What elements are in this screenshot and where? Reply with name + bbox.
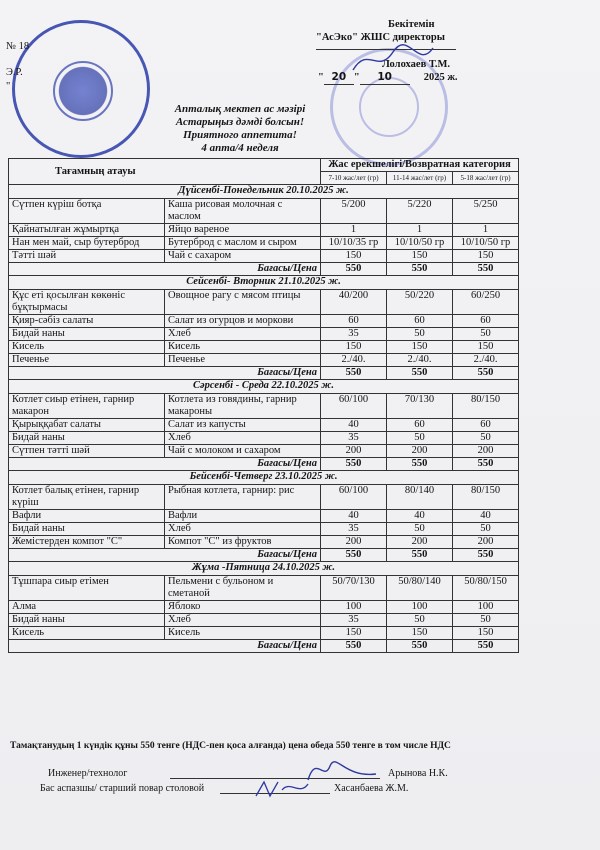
dish-name-kz: Бидай наны [9, 328, 165, 341]
portion-value: 1 [453, 224, 519, 237]
day-title: Сәрсенбі - Среда 22.10.2025 ж. [9, 380, 519, 394]
portion-value: 80/140 [387, 485, 453, 510]
dish-name-ru: Овощное рагу с мясом птицы [165, 290, 321, 315]
director-signature [348, 40, 438, 80]
director-name: Лолохаев Т.М. [382, 59, 450, 70]
weekly-menu-table [8, 158, 519, 653]
portion-value: 50 [453, 614, 519, 627]
portion-value: 2./40. [387, 354, 453, 367]
dish-name-ru: Чай с сахаром [165, 250, 321, 263]
portion-value: 60 [453, 419, 519, 432]
dish-name-kz: Сүтпен тәтті шәй [9, 445, 165, 458]
portion-value: 200 [453, 536, 519, 549]
portion-value: 100 [321, 601, 387, 614]
dish-name-kz: Тәтті шәй [9, 250, 165, 263]
age-group-header: 7-10 жас/лет (гр) [321, 172, 387, 185]
portion-value: 50 [453, 328, 519, 341]
company-director: "АсЭко" ЖШС директоры [316, 32, 445, 43]
portion-value: 200 [387, 536, 453, 549]
price-label: Бағасы/Цена [9, 263, 321, 276]
portion-value: 10/10/50 гр [387, 237, 453, 250]
dish-name-ru: Котлета из говядины, гарнир макароны [165, 394, 321, 419]
dish-name-ru: Кисель [165, 627, 321, 640]
price-row [9, 549, 519, 562]
day-row [9, 276, 519, 290]
portion-value: 40 [321, 419, 387, 432]
dish-name-ru: Печенье [165, 354, 321, 367]
technologist-label: Инженер/технолог [48, 768, 128, 779]
dish-row [9, 315, 519, 328]
day-row [9, 380, 519, 394]
age-group-header: 11-14 жас/лет (гр) [387, 172, 453, 185]
price-row [9, 640, 519, 653]
dish-row [9, 419, 519, 432]
greeting-line4: 4 апта/4 неделя [201, 142, 279, 154]
dish-row [9, 432, 519, 445]
portion-value: 150 [387, 341, 453, 354]
price-label: Бағасы/Цена [9, 640, 321, 653]
dish-row [9, 576, 519, 601]
price-row [9, 367, 519, 380]
cook-label: Бас аспазшы/ старший повар столовой [40, 783, 205, 794]
day-row [9, 471, 519, 485]
portion-value: 1 [321, 224, 387, 237]
dish-name-ru: Яйцо вареное [165, 224, 321, 237]
portion-value: 35 [321, 523, 387, 536]
portion-value: 150 [387, 627, 453, 640]
dish-name-kz: Қырыққабат салаты [9, 419, 165, 432]
price-value: 550 [387, 549, 453, 562]
day-title: Сейсенбі- Вторник 21.10.2025 ж. [9, 276, 519, 290]
header-dish-name: Тағамның атауы [9, 159, 321, 185]
dish-name-kz: Кисель [9, 627, 165, 640]
dish-row [9, 199, 519, 224]
dish-name-kz: Құс еті қосылған көкөніс бұқтырмасы [9, 290, 165, 315]
price-value: 550 [387, 640, 453, 653]
price-value: 550 [387, 458, 453, 471]
portion-value: 10/10/50 гр [453, 237, 519, 250]
portion-value: 60/100 [321, 394, 387, 419]
portion-value: 60 [453, 315, 519, 328]
dish-name-kz: Нан мен май, сыр бутерброд [9, 237, 165, 250]
cook-name: Хасанбаева Ж.М. [334, 783, 409, 794]
price-label: Бағасы/Цена [9, 458, 321, 471]
portion-value: 5/250 [453, 199, 519, 224]
portion-value: 50 [453, 523, 519, 536]
header-left-line1: № 18 [6, 41, 30, 52]
dish-name-ru: Хлеб [165, 614, 321, 627]
dish-row [9, 341, 519, 354]
portion-value: 10/10/35 гр [321, 237, 387, 250]
dish-name-kz: Алма [9, 601, 165, 614]
dish-name-kz: Бидай наны [9, 523, 165, 536]
portion-value: 50 [387, 328, 453, 341]
portion-value: 60/250 [453, 290, 519, 315]
dish-name-kz: Жемістерден компот "С" [9, 536, 165, 549]
portion-value: 60 [321, 315, 387, 328]
price-value: 550 [453, 263, 519, 276]
portion-value: 150 [453, 627, 519, 640]
price-row [9, 263, 519, 276]
day-title: Дүйсенбі-Понедельник 20.10.2025 ж. [9, 185, 519, 199]
dish-name-ru: Кисель [165, 341, 321, 354]
dish-name-kz: Вафли [9, 510, 165, 523]
dish-row [9, 328, 519, 341]
day-row [9, 562, 519, 576]
dish-name-ru: Салат из огурцов и моркови [165, 315, 321, 328]
dish-name-ru: Компот "С" из фруктов [165, 536, 321, 549]
dish-name-ru: Салат из капусты [165, 419, 321, 432]
dish-name-ru: Хлеб [165, 523, 321, 536]
price-value: 550 [321, 549, 387, 562]
price-row [9, 458, 519, 471]
price-label: Бағасы/Цена [9, 549, 321, 562]
portion-value: 150 [321, 341, 387, 354]
header-left-line3: " [6, 81, 11, 92]
portion-value: 200 [321, 445, 387, 458]
portion-value: 80/150 [453, 394, 519, 419]
dish-row [9, 523, 519, 536]
dish-row [9, 614, 519, 627]
dish-name-kz: Қайнатылған жұмыртқа [9, 224, 165, 237]
day-row [9, 185, 519, 199]
portion-value: 35 [321, 614, 387, 627]
portion-value: 40/200 [321, 290, 387, 315]
price-value: 550 [321, 640, 387, 653]
approved-label: Бекітемін [388, 19, 435, 30]
dish-name-kz: Қияр-сәбіз салаты [9, 315, 165, 328]
portion-value: 50 [453, 432, 519, 445]
technologist-signature [300, 752, 380, 786]
portion-value: 60/100 [321, 485, 387, 510]
price-value: 550 [453, 549, 519, 562]
dish-name-kz: Котлет сиыр етінен, гарнир макарон [9, 394, 165, 419]
dish-row [9, 394, 519, 419]
portion-value: 50 [387, 432, 453, 445]
portion-value: 50 [387, 523, 453, 536]
portion-value: 40 [321, 510, 387, 523]
portion-value: 100 [387, 601, 453, 614]
price-value: 550 [453, 640, 519, 653]
portion-value: 200 [387, 445, 453, 458]
dish-name-ru: Яблоко [165, 601, 321, 614]
price-value: 550 [453, 367, 519, 380]
dish-name-ru: Хлеб [165, 432, 321, 445]
price-value: 550 [321, 458, 387, 471]
dish-name-ru: Чай с молоком и сахаром [165, 445, 321, 458]
price-value: 550 [453, 458, 519, 471]
portion-value: 2./40. [453, 354, 519, 367]
dish-name-kz: Бидай наны [9, 432, 165, 445]
dish-row [9, 237, 519, 250]
portion-value: 70/130 [387, 394, 453, 419]
dish-row [9, 536, 519, 549]
portion-value: 50 [387, 614, 453, 627]
portion-value: 150 [321, 627, 387, 640]
price-value: 550 [387, 263, 453, 276]
dish-name-kz: Кисель [9, 341, 165, 354]
cook-signature [252, 776, 312, 802]
dish-name-kz: Тұшпара сиыр етімен [9, 576, 165, 601]
dish-name-ru: Хлеб [165, 328, 321, 341]
portion-value: 1 [387, 224, 453, 237]
dish-row [9, 354, 519, 367]
age-group-header: 5-18 жас/лет (гр) [453, 172, 519, 185]
portion-value: 50/220 [387, 290, 453, 315]
dish-name-ru: Каша рисовая молочная с маслом [165, 199, 321, 224]
greeting-line1: Апталық мектеп ас мәзірі [174, 103, 306, 115]
portion-value: 40 [453, 510, 519, 523]
portion-value: 80/150 [453, 485, 519, 510]
dish-name-kz: Котлет балық етінен, гарнир күріш [9, 485, 165, 510]
price-label: Бағасы/Цена [9, 367, 321, 380]
header-left-line2: Э.Р. [6, 67, 23, 78]
header-age-category: Жас ерекшелігі/Возвратная категория [321, 159, 519, 172]
dish-row [9, 250, 519, 263]
portion-value: 5/200 [321, 199, 387, 224]
dish-row [9, 510, 519, 523]
dish-name-kz: Печенье [9, 354, 165, 367]
dish-row [9, 485, 519, 510]
portion-value: 100 [453, 601, 519, 614]
greeting-line2: Астарыңыз дәмді болсын! [175, 116, 305, 128]
portion-value: 5/220 [387, 199, 453, 224]
technologist-name: Арынова Н.К. [388, 768, 448, 779]
portion-value: 150 [387, 250, 453, 263]
portion-value: 50/80/150 [453, 576, 519, 601]
portion-value: 35 [321, 432, 387, 445]
dish-name-ru: Вафли [165, 510, 321, 523]
portion-value: 35 [321, 328, 387, 341]
dish-name-ru: Пельмени с бульоном и сметаной [165, 576, 321, 601]
portion-value: 40 [387, 510, 453, 523]
greeting-line3: Приятного аппетита! [183, 129, 297, 141]
portion-value: 50/70/130 [321, 576, 387, 601]
day-title: Жұма -Пятница 24.10.2025 ж. [9, 562, 519, 576]
portion-value: 150 [453, 250, 519, 263]
dish-row [9, 601, 519, 614]
date-row: " 20 " 10 2025 ж. [318, 71, 458, 83]
day-title: Бейсенбі-Четверг 23.10.2025 ж. [9, 471, 519, 485]
portion-value: 50/80/140 [387, 576, 453, 601]
dish-row [9, 290, 519, 315]
portion-value: 60 [387, 315, 453, 328]
portion-value: 60 [387, 419, 453, 432]
dish-name-kz: Сүтпен күріш ботқа [9, 199, 165, 224]
dish-row [9, 445, 519, 458]
portion-value: 200 [453, 445, 519, 458]
portion-value: 150 [321, 250, 387, 263]
price-value: 550 [387, 367, 453, 380]
price-value: 550 [321, 263, 387, 276]
portion-value: 150 [453, 341, 519, 354]
dish-name-kz: Бидай наны [9, 614, 165, 627]
portion-value: 200 [321, 536, 387, 549]
dish-name-ru: Рыбная котлета, гарнир: рис [165, 485, 321, 510]
portion-value: 2./40. [321, 354, 387, 367]
dish-row [9, 627, 519, 640]
price-value: 550 [321, 367, 387, 380]
dish-name-ru: Бутерброд с маслом и сыром [165, 237, 321, 250]
price-note: Тамақтанудың 1 күндік құны 550 тенге (НДС-пен қоса алғанда) цена обеда 550 тенге в том числе НДС [10, 741, 451, 751]
dish-row [9, 224, 519, 237]
